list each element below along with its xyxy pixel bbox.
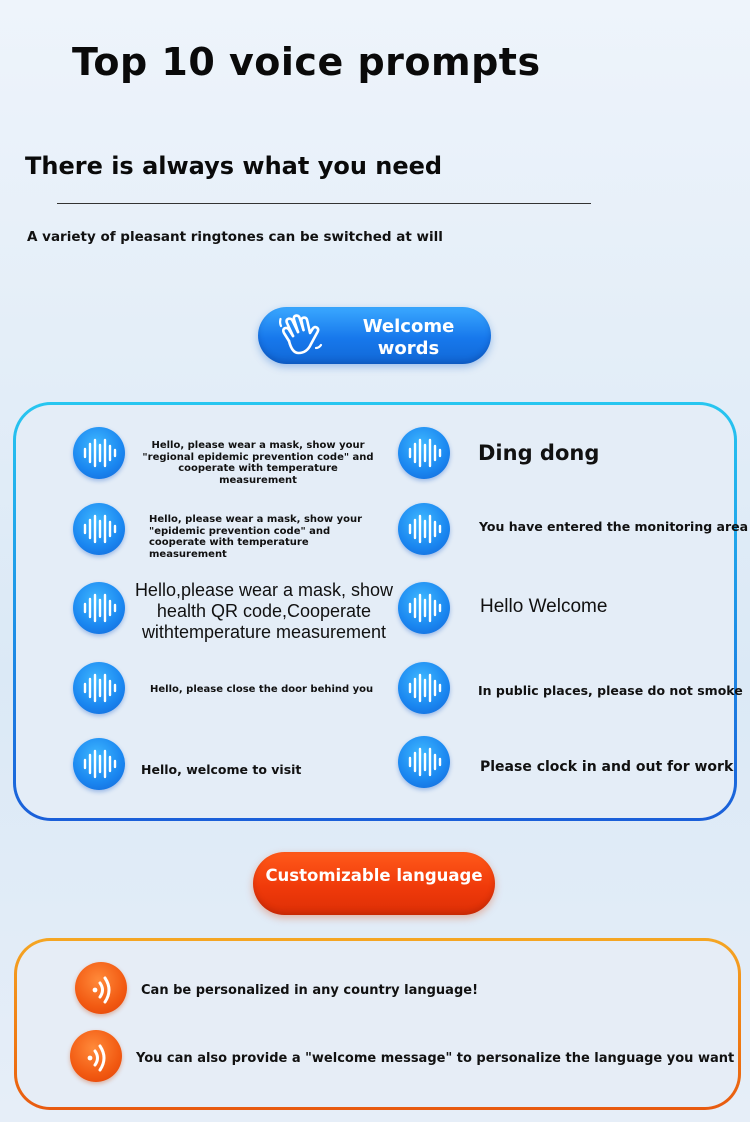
customizable-language-label: Customizable language [265,866,483,885]
sound-wave-icon [73,662,125,714]
prompt-text: You have entered the monitoring area [479,519,749,534]
sound-wave-icon [398,582,450,634]
sound-wave-icon [398,736,450,788]
sound-wave-icon [398,503,450,555]
divider [57,203,591,204]
page-description: A variety of pleasant ringtones can be switched at will [27,229,443,245]
sound-wave-icon [73,582,125,634]
signal-icon [70,1030,122,1082]
prompt-text: Hello, please close the door behind you [150,684,374,695]
sound-wave-icon [398,662,450,714]
prompt-text: Hello, welcome to visit [141,762,302,777]
prompt-text: Please clock in and out for work [480,759,734,775]
welcome-words-badge [258,307,491,364]
customizable-language-badge [253,852,495,915]
prompt-text: In public places, please do not smoke [478,683,743,698]
sound-wave-icon [73,738,125,790]
sound-wave-icon [73,503,125,555]
sound-wave-icon [398,427,450,479]
custom-item-text: Can be personalized in any country language! [141,983,479,998]
welcome-words-label: Welcome words [362,316,455,359]
prompt-text: Ding dong [478,441,600,465]
sound-wave-icon [73,427,125,479]
page-subtitle: There is always what you need [25,152,443,180]
prompt-text: Hello,please wear a mask, show health QR code,Cooperate withtemperature measurement [134,580,394,642]
signal-icon [75,962,127,1014]
waving-hand-icon [276,311,326,365]
custom-item-text: You can also provide a "welcome message" to personalize the language you want [136,1051,735,1066]
prompt-text: Hello, please wear a mask, show your "epidemic prevention code" and cooperate with temperature measurement [149,514,363,560]
prompt-text: Hello Welcome [480,596,608,617]
prompt-text: Hello, please wear a mask, show your "regional epidemic prevention code" and cooperate with temperature measurement [142,440,374,486]
page-title: Top 10 voice prompts [72,40,541,84]
